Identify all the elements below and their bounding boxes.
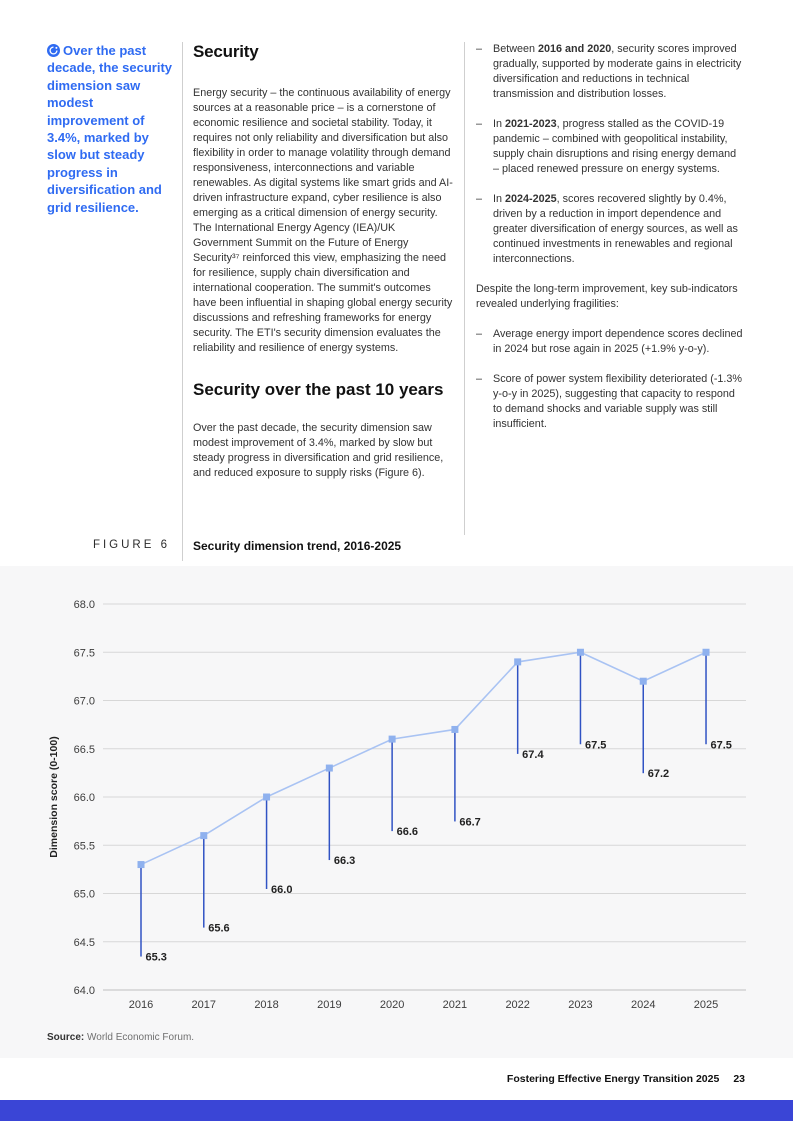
figure-6-panel bbox=[0, 566, 793, 1058]
bullet-dash: – bbox=[476, 118, 483, 130]
data-point-label: 67.5 bbox=[584, 739, 607, 752]
data-point-label: 67.4 bbox=[522, 748, 544, 761]
data-point-label: 66.3 bbox=[333, 855, 356, 868]
data-point-marker bbox=[138, 861, 145, 868]
y-tick-label: 66.0 bbox=[73, 792, 95, 804]
bullet-text: Score of power system flexibility deteriorated (-1.3% y-o-y in 2025), suggesting that capacity to respond to demand shocks and variable supply was still insufficient. bbox=[493, 373, 743, 430]
y-axis-title: Dimension score (0-100) bbox=[48, 736, 60, 858]
security-dimension-icon bbox=[47, 44, 60, 57]
y-tick-label: 64.0 bbox=[73, 985, 95, 997]
figure-title: Security dimension trend, 2016-2025 bbox=[182, 535, 401, 561]
callout-text: Over the past decade, the security dimension saw modest improvement of 3.4%, marked by slow but steady progress in diversification and grid resilience. bbox=[47, 43, 172, 215]
past-10-years-paragraph: Over the past decade, the security dimension saw modest improvement of 3.4%, marked by slow but steady progress in diversification and grid resilience, and reduced exposure to supply risks (Figure 6). bbox=[193, 422, 444, 479]
y-tick-label: 65.5 bbox=[73, 840, 95, 853]
data-point-marker bbox=[451, 726, 458, 733]
data-point-label: 65.6 bbox=[208, 922, 230, 935]
y-tick-label: 64.5 bbox=[73, 936, 95, 949]
main-column bbox=[182, 42, 456, 535]
data-point-marker bbox=[577, 649, 584, 656]
data-point-label: 67.2 bbox=[647, 768, 670, 781]
y-tick-label: 65.0 bbox=[73, 888, 95, 901]
x-tick-label: 2024 bbox=[630, 999, 656, 1011]
y-tick-label: 66.5 bbox=[73, 743, 95, 756]
x-tick-label: 2016 bbox=[128, 999, 154, 1011]
x-tick-label: 2017 bbox=[191, 999, 217, 1011]
figure-number-label: FIGURE 6 bbox=[92, 539, 170, 551]
page-footer bbox=[507, 1073, 745, 1085]
bullet-text: Between 2016 and 2020, security scores improved gradually, supported by moderate gains in electricity diversification and reductions in technical transmission and distribution losses. bbox=[493, 43, 742, 100]
data-point-label: 67.5 bbox=[710, 739, 732, 752]
x-tick-label: 2019 bbox=[317, 999, 342, 1011]
bullet-text: Average energy import dependence scores declined in 2024 but rose again in 2025 (+1.9% y-o-y). bbox=[493, 328, 743, 355]
bullet-text: In 2024-2025, scores recovered slightly by 0.4%, driven by a reduction in import dependence and greater diversification of energy sources, as well as continued investments in renewables and regional interconnections. bbox=[493, 193, 738, 265]
data-point-marker bbox=[514, 658, 521, 665]
x-tick-label: 2018 bbox=[254, 999, 279, 1011]
data-point-label: 66.6 bbox=[396, 826, 419, 839]
data-point-marker bbox=[389, 736, 396, 743]
trend-line bbox=[141, 652, 706, 864]
top-section bbox=[0, 42, 793, 535]
x-tick-label: 2023 bbox=[568, 999, 593, 1011]
data-point-label: 66.7 bbox=[459, 816, 481, 829]
figure-caption-row bbox=[0, 535, 793, 561]
key-insight-callout bbox=[47, 42, 175, 535]
x-tick-label: 2021 bbox=[442, 999, 468, 1011]
y-tick-label: 67.5 bbox=[73, 647, 95, 660]
source-line: Source: World Economic Forum. bbox=[47, 1032, 195, 1043]
data-point-marker bbox=[703, 649, 710, 656]
bullet-column bbox=[464, 42, 745, 535]
section-heading: Security bbox=[193, 42, 259, 61]
subsection-heading: Security over the past 10 years bbox=[193, 380, 444, 399]
y-tick-label: 68.0 bbox=[73, 599, 95, 611]
data-point-marker bbox=[326, 765, 333, 772]
data-point-marker bbox=[200, 832, 207, 839]
bullet-text: In 2021-2023, progress stalled as the COVID-19 pandemic – combined with geopolitical instability, supply chain disruptions and rising energy demand – placed renewed pressure on energy systems. bbox=[493, 118, 737, 175]
bullet-dash: – bbox=[476, 373, 483, 385]
list-item bbox=[476, 117, 745, 177]
list-item bbox=[476, 327, 745, 357]
y-tick-label: 67.0 bbox=[73, 695, 95, 708]
bottom-accent-bar bbox=[0, 1100, 793, 1121]
list-item bbox=[476, 372, 745, 432]
x-tick-label: 2022 bbox=[505, 999, 530, 1011]
report-title: Fostering Effective Energy Transition 2025 bbox=[506, 1073, 720, 1085]
list-item bbox=[476, 192, 745, 267]
data-point-marker bbox=[263, 794, 270, 801]
data-point-label: 66.0 bbox=[271, 884, 293, 896]
bullet-dash: – bbox=[476, 193, 483, 205]
data-point-marker bbox=[640, 678, 647, 685]
bullet-dash: – bbox=[476, 43, 483, 55]
security-trend-chart bbox=[0, 588, 750, 1018]
x-tick-label: 2020 bbox=[379, 999, 405, 1011]
list-item bbox=[476, 42, 745, 102]
security-paragraph: Energy security – the continuous availability of energy sources at a reasonable price – is a cornerstone of economic resilience and societal stability. Today, it requires not only reliability and diversification but also flexibility in order to manage volatility through demand responsiveness, interconnections and variable renewables. As digital systems like smart grids and AI-driven infrastructure expand, cyber resilience is also emerging as a critical dimension of energy security. The International Energy Agency (IEA)/UK Government Summit on the Future of Energy Security³⁷ reinforced this view, emphasizing the need for resilience, supply chain diversification and international cooperation. The summit's outcomes have been influential in shaping global energy security discussions and refreshing frameworks for energy security. The ETI's security dimension evaluates the reliability and resilience of energy systems. bbox=[193, 87, 453, 354]
page-number: 23 bbox=[733, 1073, 745, 1085]
data-point-label: 65.3 bbox=[145, 951, 167, 964]
fragilities-intro: Despite the long-term improvement, key sub-indicators revealed underlying fragilities: bbox=[476, 283, 738, 310]
x-tick-label: 2025 bbox=[693, 999, 719, 1011]
bullet-dash: – bbox=[476, 328, 483, 340]
